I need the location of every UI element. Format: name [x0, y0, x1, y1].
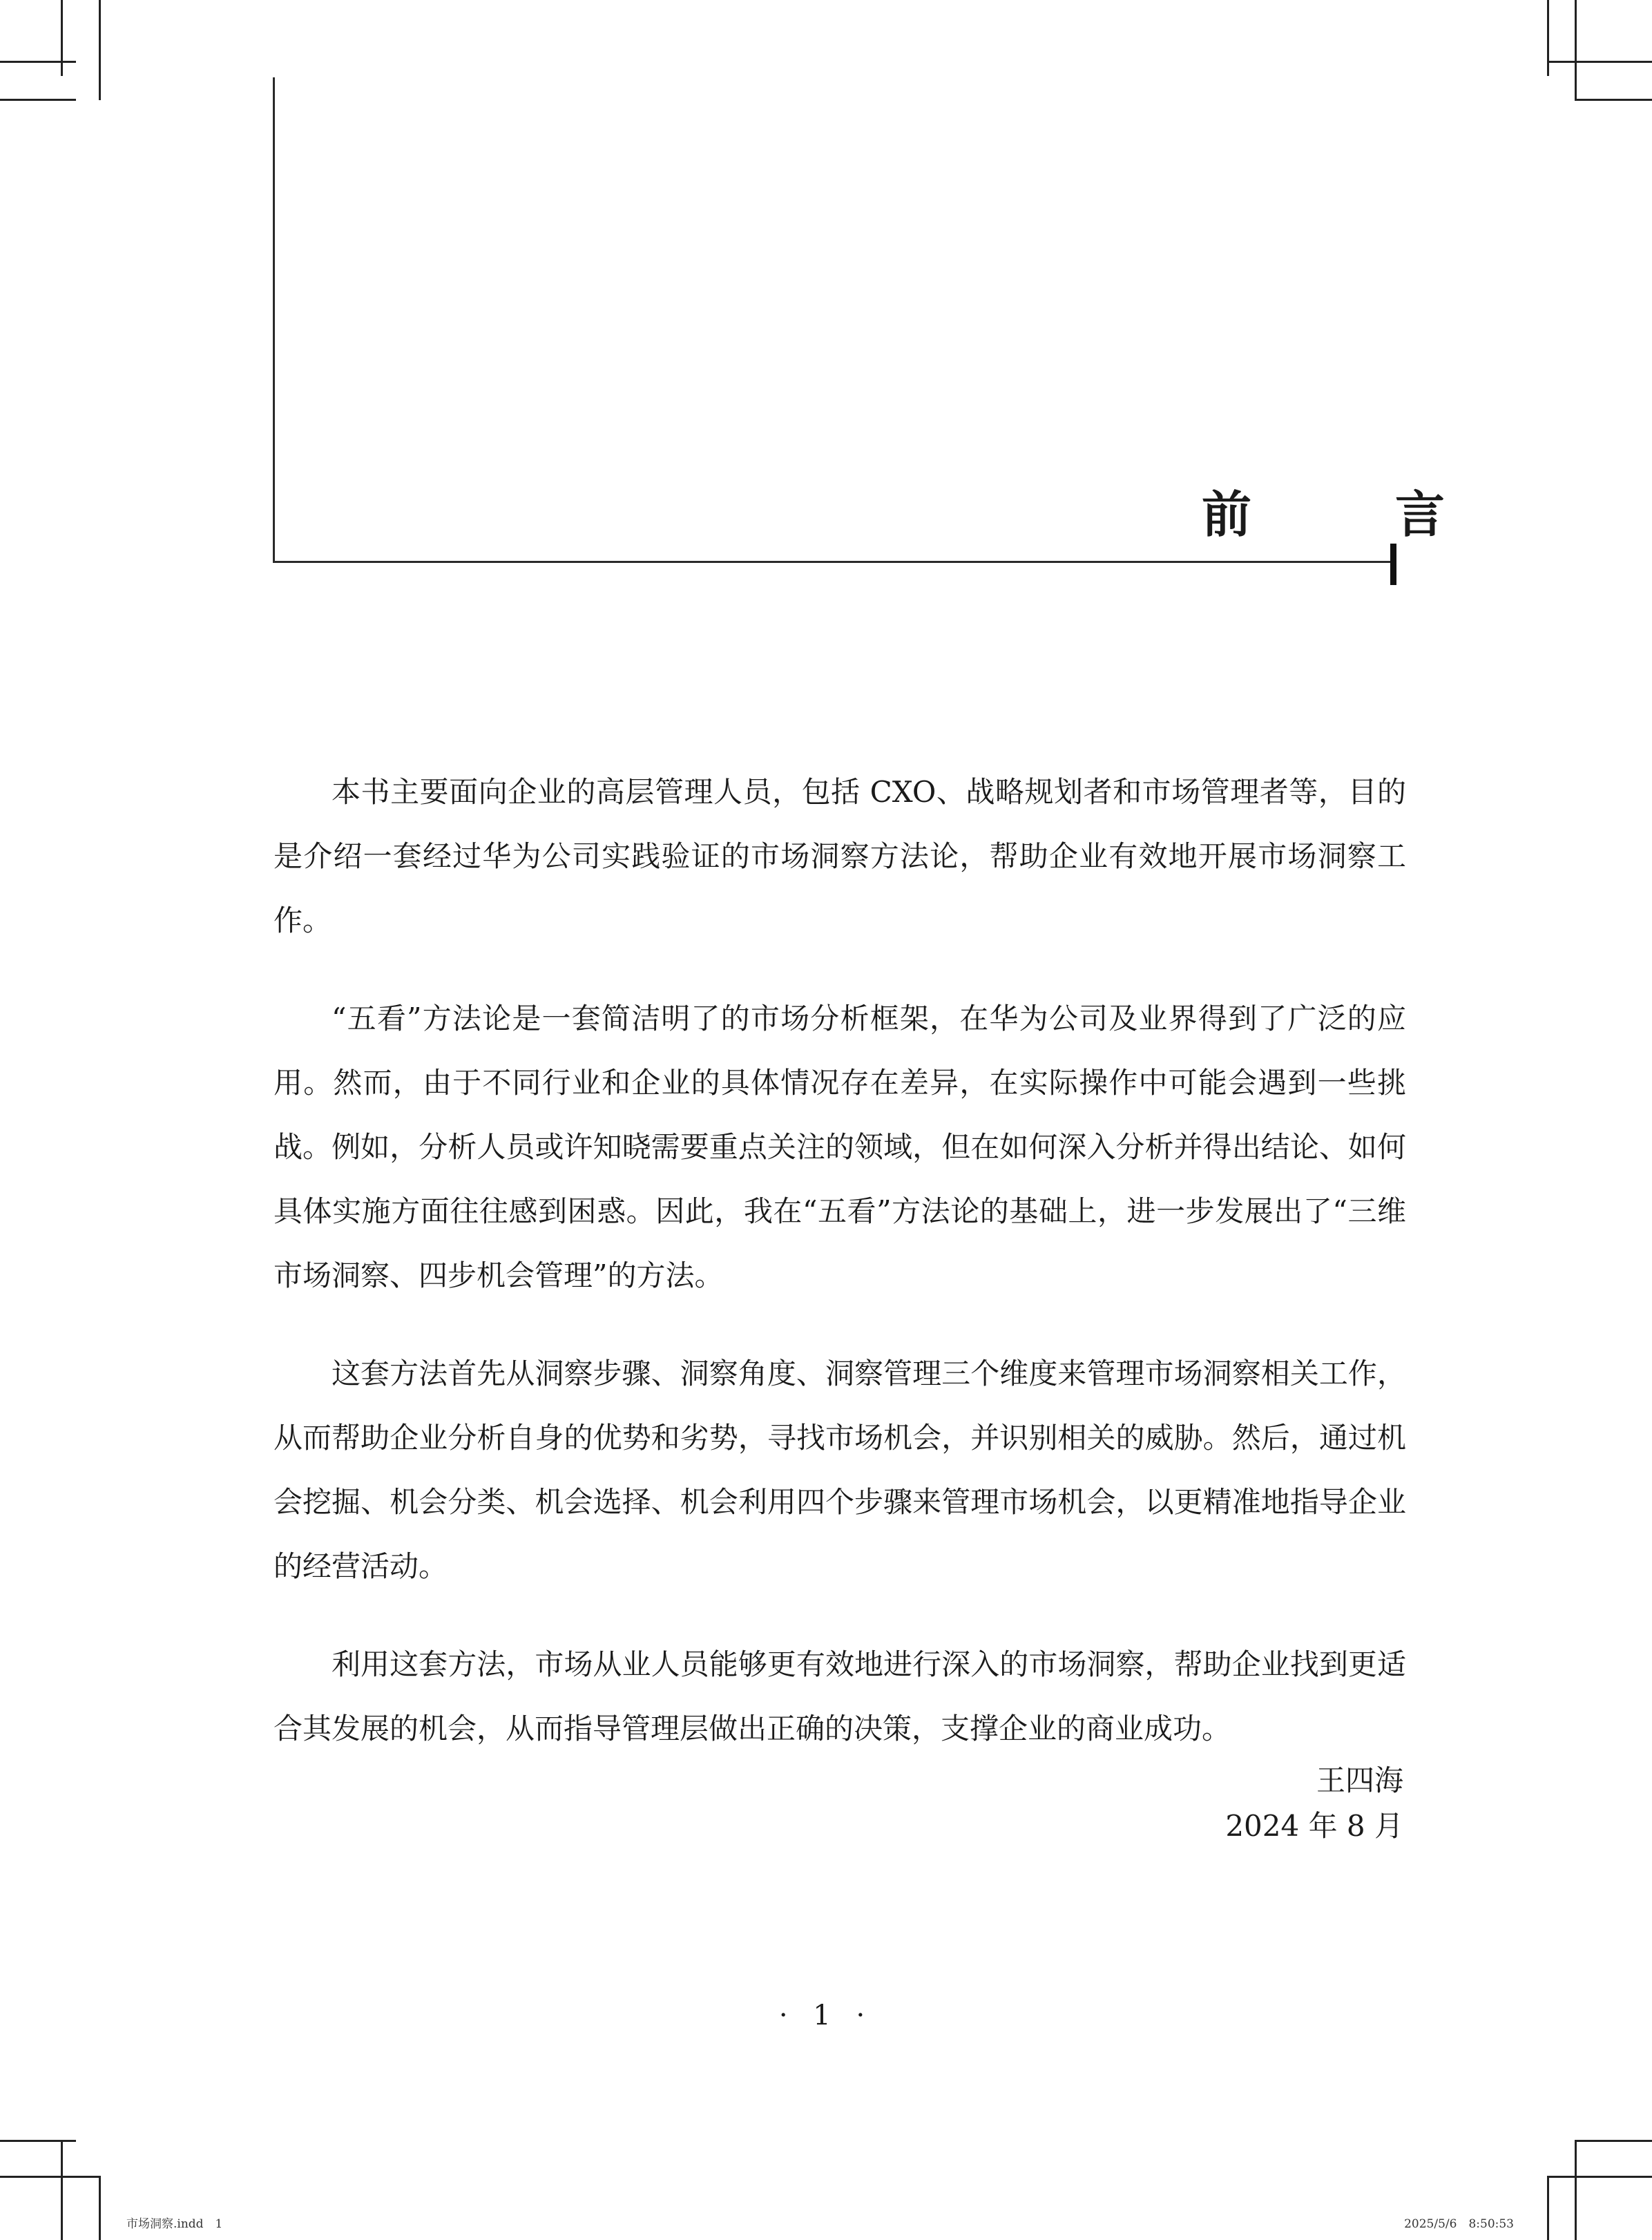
- paragraph: 利用这套方法，市场从业人员能够更有效地进行深入的市场洞察，帮助企业找到更适合其发展的机会，从而指导管理层做出正确的决策，支撑企业的商业成功。: [273, 1647, 1406, 1745]
- page-title: 前 言: [1202, 485, 1492, 544]
- crop-mark: [0, 2140, 76, 2142]
- crop-mark: [61, 2140, 63, 2240]
- slug-filename: 市场洞察.indd 1: [126, 2217, 223, 2231]
- crop-mark: [1575, 0, 1577, 100]
- author-name: 王四海: [1316, 1763, 1403, 1797]
- page-number: · 1 ·: [778, 2000, 874, 2031]
- paragraph: 这套方法首先从洞察步骤、洞察角度、洞察管理三个维度来管理市场洞察相关工作，从而帮助企业分析自身的优势和劣势，寻找市场机会，并识别相关的威胁。然后，通过机会挖掘、机会分类、机会选择、机会利用四个步骤来管理市场机会，以更精准地指导企业的经营活动。: [273, 1357, 1406, 1583]
- crop-mark: [99, 2176, 101, 2240]
- signature-block: [1225, 1758, 1403, 1849]
- crop-mark: [1575, 99, 1652, 101]
- crop-mark: [0, 2176, 100, 2178]
- crop-mark: [1575, 2140, 1652, 2142]
- crop-mark: [1547, 0, 1549, 76]
- crop-mark: [1547, 61, 1652, 63]
- slug-timestamp: 2025/5/6 8:50:53: [1404, 2217, 1514, 2231]
- signature-date: 2024 年 8 月: [1225, 1809, 1403, 1843]
- crop-mark: [1547, 2176, 1652, 2178]
- crop-mark: [1575, 2140, 1577, 2240]
- paragraph: 本书主要面向企业的高层管理人员，包括 CXO、战略规划者和市场管理者等，目的是介绍一套经过华为公司实践验证的市场洞察方法论，帮助企业有效地开展市场洞察工作。: [273, 775, 1406, 937]
- title-frame-vertical-rule: [273, 77, 275, 563]
- crop-mark: [99, 0, 101, 100]
- title-frame-end-bar: [1390, 544, 1396, 585]
- crop-mark: [1547, 2176, 1549, 2240]
- crop-mark: [61, 0, 63, 76]
- paragraph: “五看”方法论是一套简洁明了的市场分析框架，在华为公司及业界得到了广泛的应用。然而，由于不同行业和企业的具体情况存在差异，在实际操作中可能会遇到一些挑战。例如，分析人员或许知晓需要重点关注的领域，但在如何深入分析并得出结论、如何具体实施方面往往感到困惑。因此，我在“五看”方法论的基础上，进一步发展出了“三维市场洞察、四步机会管理”的方法。: [273, 1002, 1406, 1292]
- preface-body: [273, 760, 1406, 1794]
- title-frame-horizontal-rule: [273, 561, 1395, 563]
- crop-mark: [0, 61, 76, 63]
- crop-mark: [0, 99, 76, 101]
